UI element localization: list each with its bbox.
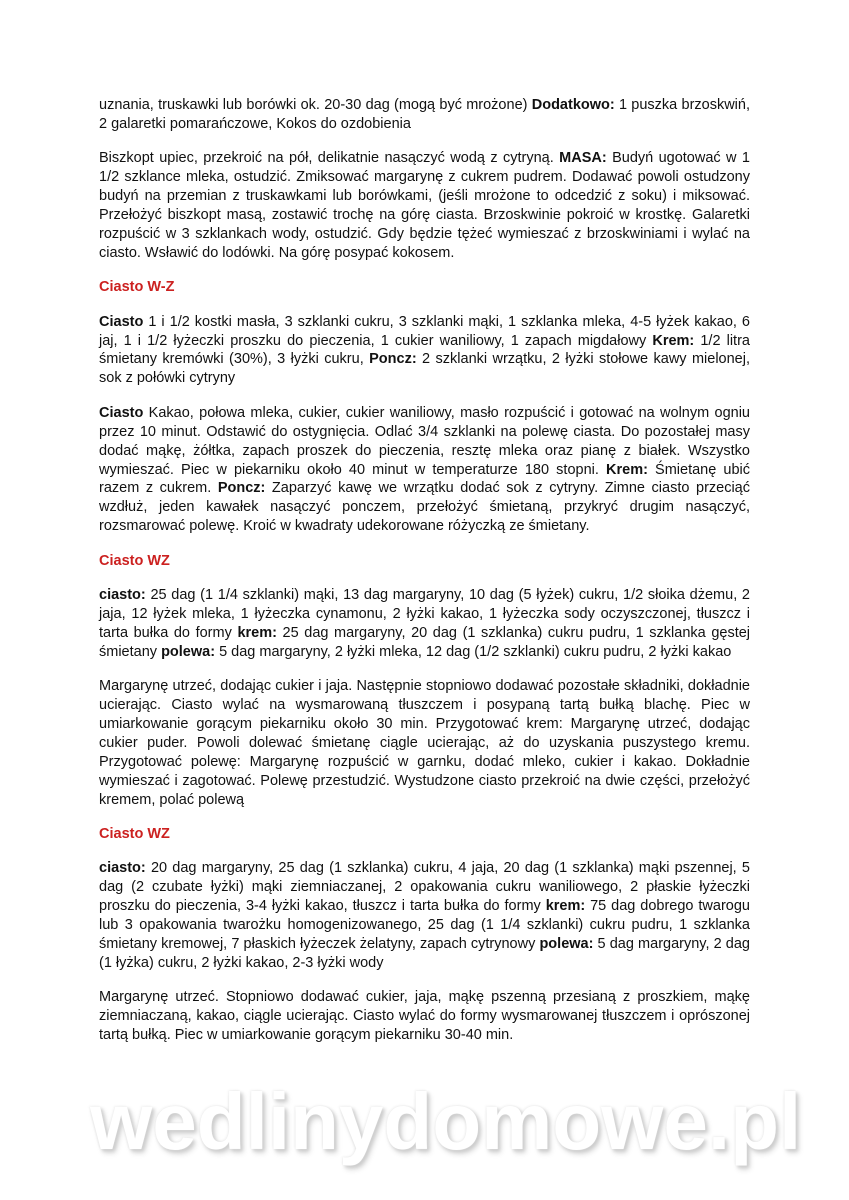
text-run: 2 szklanki wrzątku, 2 łyżki stołowe kawy mielonej, sok z połówki cytryny <box>99 351 750 387</box>
bold-text-run: Ciasto <box>99 313 144 330</box>
text-run: Margarynę utrzeć, dodając cukier i jaja. Następnie stopniowo dodawać pozostałe składniki, dokładnie ucierając. Ciasto wylać na wysmarowaną tłuszczem i posypaną tartą bułką blachę. Piec w umiarkowanie gorącym piekarniku około 30 min. Przygotować krem: Margarynę utrzeć, dodając cukier puder. Powoli dolewać śmietanę ciągle ucierając, aż do uzyskania puszystego kremu. Przygotować polewę: Margarynę rozpuścić w garnku, dodać mleko, cukier i kakao. Dokładnie wymieszać i zagotować. Polewę przestudzić. Wystudzone ciasto przekroić na dwie części, przełożyć kremem, polać polewą <box>99 678 750 808</box>
bold-text-run: Poncz: <box>369 351 417 368</box>
bold-text-run: polewa: <box>539 936 594 953</box>
bold-text-run: Poncz: <box>217 480 266 497</box>
text-run: 25 dag margaryny, 20 dag (1 szklanka) cukru pudru, 1 szklanka gęstej śmietany <box>99 624 751 660</box>
text-run: 1 i 1/2 kostki masła, 3 szklanki cukru, 3 szklanki mąki, 1 szklanka mleka, 4-5 łyżek kakao, 6 jaj, 1 i 1/2 łyżeczki proszku do pieczenia, 1 cukier waniliowy, 1 zapach migdałowy <box>99 313 750 349</box>
text-run: Budyń ugotować w 1 1/2 szklance mleka, ostudzić. Zmiksować margarynę z cukrem pudrem. Dodawać powoli ostudzony budyń na przemian z truskawkami lub borówkami, (jeśli mrożone to odcedzić z soku) i miksować. Przełożyć biszkopt masą, zostawić trochę na górę ciasta. Brzoskwinie pokroić w krostkę. Galaretki rozpuścić w 3 szklankach wody, ostudzić. Gdy będzie tężeć wymieszać z brzoskwiniami i wylać na ciasto. Wsławić do lodówki. Na górę posypać kokosem. <box>99 150 750 261</box>
bold-text-run: Krem: <box>652 332 695 349</box>
paragraph <box>99 96 750 134</box>
text-run: Biszkopt upiec, przekroić na pół, delikatnie nasączyć wodą z cytryną. <box>99 150 560 167</box>
text-run: 20 dag margaryny, 25 dag (1 szklanka) cukru, 4 jaja, 20 dag (1 szklanka) mąki pszennej, 5 dag (2 czubate łyżki) mąki ziemniaczanej, 2 opakowania cukru waniliowego, 2 płaskie łyżeczki proszku do pieczenia, 3-4 łyżki kakao, tłuszcz i tarta bułka do formy <box>99 860 750 915</box>
text-run: 1/2 litra śmietany kremówki (30%), 3 łyżki cukru, <box>99 332 750 368</box>
text-run: 25 dag (1 1/4 szklanki) mąki, 13 dag margaryny, 10 dag (5 łyżek) cukru, 1/2 słoika dżemu, 2 jaja, 12 łyżek mleka, 1 łyżeczka cynamonu, 2 łyżki kakao, 1 łyżeczka sody oczyszczonej, tłuszcz i tarta bułka do formy <box>99 587 750 641</box>
paragraph <box>99 586 750 662</box>
bold-text-run: krem: <box>237 624 277 641</box>
text-run: Margarynę utrzeć. Stopniowo dodawać cukier, jaja, mąkę pszenną przesianą z proszkiem, mąkę ziemniaczaną, kakao, ciągle ucierając. Ciasto wylać do formy wysmarowanej tłuszczem i oprószonej tartą bułką. Piec w umiarkowanie gorącym piekarniku 30-40 min. <box>99 989 750 1044</box>
bold-text-run: MASA: <box>559 150 607 167</box>
site-watermark: wedlinydomowe.pl <box>90 1077 802 1166</box>
paragraph <box>99 404 750 536</box>
paragraph <box>99 677 750 809</box>
bold-text-run: ciasto: <box>99 860 146 877</box>
text-run: 1 puszka brzoskwiń, 2 galaretki pomarańczowe, Kokos do ozdobienia <box>99 97 750 132</box>
bold-text-run: Ciasto <box>99 404 144 421</box>
paragraph <box>99 988 750 1045</box>
bold-text-run: krem: <box>545 898 586 915</box>
document-content <box>99 96 750 1061</box>
paragraph <box>99 149 750 262</box>
text-run: Śmietanę ubić razem z cukrem. <box>99 461 751 497</box>
bold-text-run: polewa: <box>161 643 216 660</box>
bold-text-run: Dodatkowo: <box>531 97 615 113</box>
text-run: 5 dag margaryny, 2 łyżki mleka, 12 dag (1/2 szklanki) cukru pudru, 2 łyżki kakao <box>215 643 732 660</box>
text-run: uznania, truskawki lub borówki ok. 20-30 dag (mogą być mrożone) <box>99 97 532 113</box>
bold-text-run: Krem: <box>606 461 648 478</box>
recipe-heading: Ciasto W-Z <box>99 279 175 296</box>
recipe-heading: Ciasto WZ <box>99 552 170 569</box>
paragraph <box>99 313 750 389</box>
bold-text-run: ciasto: <box>99 587 146 604</box>
text-run: 5 dag margaryny, 2 dag (1 łyżka) cukru, 2 łyżki kakao, 2-3 łyżki wody <box>99 936 750 971</box>
text-run: 75 dag dobrego twarogu lub 3 opakowania twarożku homogenizowanego, 25 dag (1 1/4 szklanki) cukru pudru, 1 szklanka śmietany kremowej, 7 płaskich łyżeczek żelatyny, zapach cytrynowy <box>99 898 750 953</box>
text-run: Kakao, połowa mleka, cukier, cukier waniliowy, masło rozpuścić i gotować na wolnym ogniu przez 10 minut. Odstawić do ostygnięcia. Odlać 3/4 szklanki na polewę ciasta. Do pozostałej masy dodać mąkę, żółtka, zapach proszek do pieczenia, resztę mleka oraz pianę z białek. Wszystko wymieszać. Piec w piekarniku około 40 minut w temperaturze 180 stopni. <box>99 404 750 478</box>
recipe-heading: Ciasto WZ <box>99 826 170 842</box>
text-run: Zaparzyć kawę we wrzątku dodać sok z cytryny. Zimne ciasto przeciąć wzdłuż, jeden kawałek nasączyć ponczem, przełożyć śmietaną, przykryć drugim nasączyć, rozsmarować polewę. Kroić w kwadraty udekorowane różyczką ze śmietany. <box>99 480 750 535</box>
paragraph <box>99 859 750 972</box>
